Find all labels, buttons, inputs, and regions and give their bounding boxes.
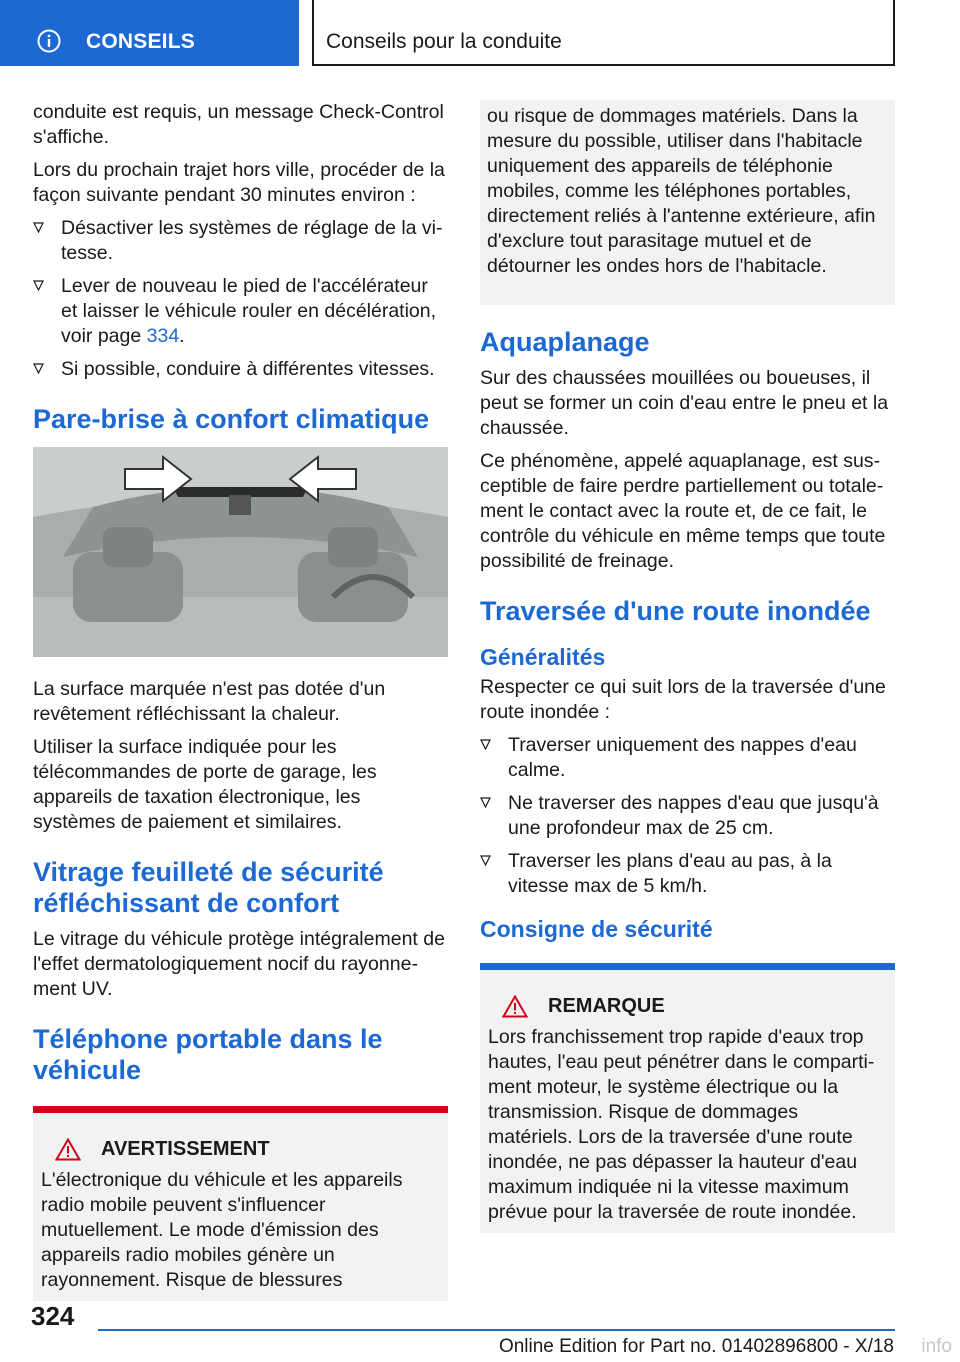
note-box (480, 963, 895, 1233)
triangle-bullet-icon (33, 363, 44, 374)
paragraph: Ce phénomène, appelé aquaplanage, est susceptible de faire perdre partiellement ou totalement le contact avec la route et, de ce fait, le contrôle du véhicule en même temps que toute possibilité de freinage. (480, 450, 886, 572)
list-item-text: Lever de nouveau le pied de l'accélérateur et laisser le véhicule rouler en décélération, voir page (61, 275, 437, 347)
punctuation: . (179, 325, 185, 347)
triangle-bullet-icon (480, 855, 491, 866)
note-header (488, 994, 887, 1019)
paragraph: Lors du prochain trajet hors ville, procéder de la façon suivante pendant 30 minutes environ : (33, 159, 445, 206)
list-item-text: Traverser uniquement des nappes d'eau calme. (508, 734, 857, 781)
heading-glazing: Vitrage feuilleté de sécurité réfléchissant de confort (33, 857, 384, 918)
warning-text: L'électronique du véhicule et les appareils radio mobile peuvent s'influencer mutuellement. Le mode d'émission des appareils radio mobiles génère un rayonnement. Risque de blessures (41, 1169, 403, 1291)
subheading-general: Généralités (480, 644, 606, 670)
warning-box (33, 1106, 448, 1301)
right-column (480, 100, 895, 1233)
note-text: Lors franchissement trop rapide d'eaux trop hautes, l'eau peut pénétrer dans le compartiment moteur, le système électrique ou la transmission. Risque de dommages matériels. Lors de la traversée d'une route inondée, ne pas dépasser la hauteur d'eau maximum indiquée ni la vitesse maximum prévue pour la traversée de route inondée. (488, 1026, 875, 1223)
header-underline (312, 64, 895, 66)
list-item-text: Désactiver les systèmes de réglage de la vitesse. (61, 217, 443, 264)
warning-box-continued (480, 100, 895, 305)
warning-triangle-icon (502, 995, 528, 1018)
paragraph: La surface marquée n'est pas dotée d'un revêtement réfléchissant la chaleur. (33, 678, 386, 725)
paragraph: Sur des chaussées mouillées ou boueuses, il peut se former un coin d'eau entre le pneu et la chaussée. (480, 367, 889, 439)
list-item (480, 733, 895, 783)
list-item-text: Si possible, conduire à différentes vitesses. (61, 358, 435, 380)
list-item-text: Traverser les plans d'eau au pas, à la vitesse max de 5 km/h. (508, 850, 832, 897)
paragraph: Utiliser la surface indiquée pour les télécommandes de porte de garage, les appareils de taxation électronique, les systèmes de paiement et similaires. (33, 736, 377, 833)
paragraph: conduite est requis, un message Check-Control s'affiche. (33, 101, 444, 148)
paragraph: Respecter ce qui suit lors de la traversée d'une route inondée : (480, 676, 886, 723)
subheading-safety: Consigne de sécurité (480, 916, 713, 942)
car-interior-image (33, 447, 448, 657)
heading-flooded-road: Traversée d'une route inondée (480, 596, 871, 626)
warning-text-continued: ou risque de dommages matériels. Dans la mesure du possible, utiliser dans l'habitacle uniquement des appareils de téléphonie mobiles, comme les téléphones portables, directement reliés à l'antenne extérieure, afin d'exclure tout parasitage mutuel et de détourner les ondes hors de l'habitacle. (487, 105, 876, 277)
warning-triangle-icon (55, 1138, 81, 1161)
instruction-list (480, 733, 895, 899)
list-item (33, 274, 448, 349)
triangle-bullet-icon (33, 280, 44, 291)
instruction-list (33, 216, 448, 382)
triangle-bullet-icon (480, 739, 491, 750)
watermark: info (921, 1336, 952, 1357)
section-tab-label: CONSEILS (86, 30, 195, 53)
header-divider (312, 0, 314, 66)
list-item (33, 357, 448, 382)
header-divider-right (893, 0, 895, 66)
edition-text: Online Edition for Part no. 01402896800 - X/18 (498, 1336, 894, 1357)
paragraph: Le vitrage du véhicule protège intégralement de l'effet dermatologiquement nocif du rayonnement UV. (33, 928, 445, 1000)
footer-rule (98, 1329, 895, 1331)
page-number: 324 (31, 1301, 75, 1331)
list-item (33, 216, 448, 266)
list-item (480, 849, 895, 899)
list-item-text: Ne traverser des nappes d'eau que jusqu'à une profondeur max de 25 cm. (508, 792, 879, 839)
heading-aquaplaning: Aquaplanage (480, 327, 650, 357)
triangle-bullet-icon (33, 222, 44, 233)
page-link[interactable]: 334 (146, 325, 180, 347)
warning-header (41, 1137, 440, 1162)
list-item (480, 791, 895, 841)
warning-title: AVERTISSEMENT (101, 1138, 270, 1160)
chapter-title: Conseils pour la conduite (326, 30, 562, 53)
section-tab[interactable] (0, 0, 299, 66)
windshield-illustration (33, 447, 448, 657)
triangle-bullet-icon (480, 797, 491, 808)
heading-phone: Téléphone portable dans le véhicule (33, 1024, 383, 1085)
left-column (33, 100, 448, 1301)
info-icon (37, 29, 61, 53)
heading-windshield: Pare-brise à confort climatique (33, 404, 430, 434)
note-title: REMARQUE (548, 995, 665, 1017)
